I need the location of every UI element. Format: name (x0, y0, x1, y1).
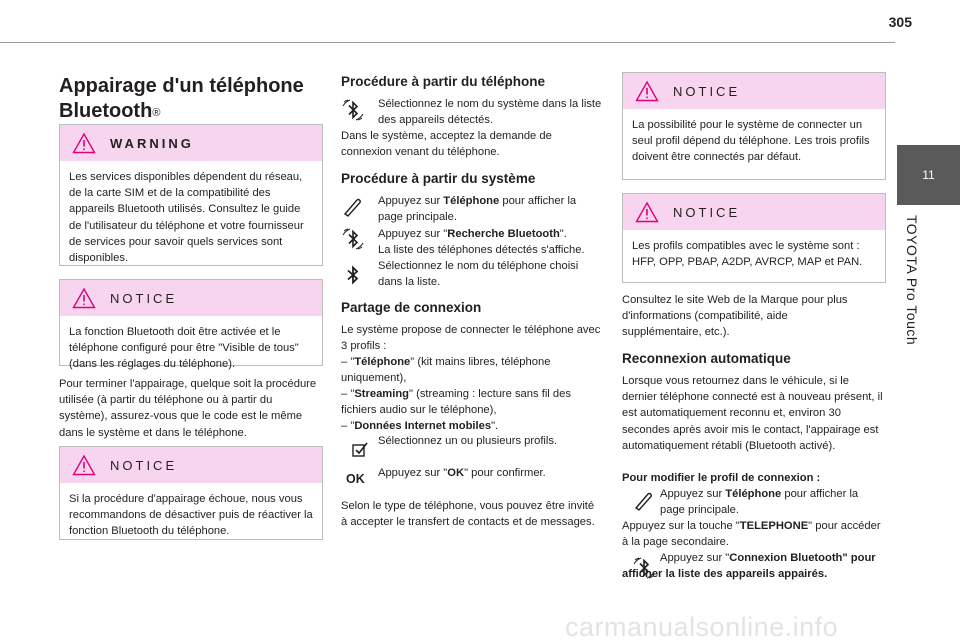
tap-icon (632, 488, 656, 512)
notice-header-1 (60, 280, 322, 316)
header-divider (0, 42, 895, 43)
warning-label: WARNING (110, 135, 194, 151)
heading-auto-reconnect: Reconnexion automatique (622, 351, 791, 366)
heading-connection-sharing: Partage de connexion (341, 300, 482, 315)
profile-3-text-c: ". (491, 420, 499, 432)
modify-step-2-text-c: " pour accéder à la page secondaire. (622, 520, 881, 549)
notice-triangle-icon (635, 80, 659, 102)
chapter-tab: 11 (897, 145, 960, 205)
phone-accept-text: Dans le système, acceptez la demande de connexion venant du téléphone. (341, 130, 552, 159)
profile-1-bold: Téléphone (354, 356, 411, 368)
notice-label-3: NOTICE (673, 83, 741, 99)
notice-text-4: Les profils compatibles avec le système sont : HFP, OPP, PBAP, A2DP, AVRCP, MAP et PAN. (632, 240, 863, 269)
share-intro: Le système propose de connecter le téléphone avec 3 profils : (341, 324, 601, 353)
modify-step-2-text-a: Appuyez sur la touche " (622, 520, 740, 532)
profile-telephone (341, 354, 603, 386)
profile-1-text-a: – " (341, 356, 355, 368)
page-number: 305 (888, 14, 912, 30)
profile-mobile-data (341, 418, 603, 434)
select-profiles-text: Sélectionnez un ou plusieurs profils. (378, 435, 558, 447)
bluetooth-icon (341, 227, 365, 251)
warning-header (60, 125, 322, 161)
notice-triangle-icon (635, 201, 659, 223)
profile-2-text-a: – " (341, 388, 355, 400)
website-paragraph: Consultez le site Web de la Marque pour plus d'informations (compatibilité, aide supplémentaire, etc.). (622, 294, 848, 339)
reconnect-paragraph: Lorsque vous retournez dans le véhicule, si le dernier téléphone connecté est à nouveau présent, il est automatiquement reconnu et, environ 30 secondes après avoir mis le contact, l'appairage est automatiquement rétabli (Bluetooth activé). (622, 375, 883, 452)
modify-step-1-text-c: pour afficher la page principale. (660, 488, 859, 517)
notice-triangle-icon (72, 454, 96, 476)
notice-header-4 (623, 194, 885, 230)
bluetooth-icon (341, 263, 365, 287)
page-title-line1: Appairage d'un téléphone (59, 75, 304, 97)
bluetooth-icon (341, 98, 365, 122)
notice-text-3: La possibilité pour le système de connecter un seul profil dépend du téléphone. Les trois profils doivent être connectés par défaut. (632, 119, 870, 164)
notice-box-2 (59, 446, 323, 540)
heading-system-procedure: Procédure à partir du système (341, 171, 536, 186)
profile-streaming (341, 386, 603, 418)
warning-text: Les services disponibles dépendent du réseau, de la carte SIM et de la compatibilité des appareils Bluetooth utilisés. Consultez le guide de l'utilisateur du téléphone et votre fournisseur de services pour savoir quels services sont disponibles. (69, 171, 304, 265)
system-step-1-text-a: Appuyez sur (378, 195, 444, 207)
notice-triangle-icon (72, 287, 96, 309)
system-step-1-bold: Téléphone (443, 195, 500, 207)
notice-label-1: NOTICE (110, 290, 178, 306)
heading-phone-procedure: Procédure à partir du téléphone (341, 74, 546, 89)
modify-profile-heading: Pour modifier le profil de connexion : (622, 472, 821, 484)
modify-step-3-text-a: Appuyez sur " (660, 552, 730, 564)
system-step-2 (378, 226, 606, 258)
footer-watermark: carmanualsonline.info (565, 612, 839, 642)
system-step-2-text-d: La liste des téléphones détectés s'affiche. (378, 244, 585, 257)
system-step-1-text-c: pour afficher la page principale. (378, 195, 577, 224)
notice-box-4 (622, 193, 886, 283)
notice-box-1 (59, 279, 323, 371)
notice-label-4: NOTICE (673, 204, 741, 220)
code-paragraph: Pour terminer l'appairage, quelque soit la procédure utilisée (à partir du téléphone ou à partir du système), assurez-vous que le code est le même dans le système et dans le téléphone. (59, 378, 317, 439)
modify-step-3 (622, 550, 886, 582)
checkbox-icon (351, 440, 369, 458)
closing-paragraph: Selon le type de téléphone, vous pouvez être invité à accepter le transfert de contacts et de messages. (341, 500, 595, 529)
system-step-3: Sélectionnez le nom du téléphone choisi dans la liste. (378, 260, 579, 289)
modify-step-1 (660, 486, 886, 518)
warning-triangle-icon (72, 132, 96, 154)
modify-step-2-bold: TELEPHONE (739, 520, 809, 532)
ok-step-bold: OK (447, 467, 465, 479)
profile-1-text-c: " (kit mains libres, téléphone uniquement), (341, 356, 551, 385)
system-step-2-text-c: ". (559, 228, 567, 240)
tap-icon (341, 194, 365, 218)
notice-text-2: Si la procédure d'appairage échoue, nous vous recommandons de désactiver puis de réactiver la fonction Bluetooth du téléphone. (69, 493, 313, 538)
chapter-title (904, 215, 926, 375)
modify-step-1-text-a: Appuyez sur (660, 488, 726, 500)
warning-box (59, 124, 323, 266)
notice-header-2 (60, 447, 322, 483)
modify-step-1-bold: Téléphone (725, 488, 782, 500)
system-step-1 (378, 193, 603, 225)
notice-header-3 (623, 73, 885, 109)
notice-box-3 (622, 72, 886, 180)
profile-3-text-a: – " (341, 420, 355, 432)
ok-step-text-c: " pour confirmer. (464, 467, 546, 479)
ok-icon: OK (346, 472, 365, 486)
page-title (59, 74, 323, 124)
notice-label-2: NOTICE (110, 457, 178, 473)
modify-step-2 (622, 518, 886, 550)
profile-3-bold: Données Internet mobiles (354, 420, 492, 432)
ok-step (378, 465, 603, 481)
phone-step-text: Sélectionnez le nom du système dans la liste des appareils détectés. (378, 98, 602, 127)
notice-text-1: La fonction Bluetooth doit être activée et le téléphone configuré pour être "Visible de tous" (dans les réglages du téléphone). (69, 326, 299, 371)
modify-step-3-bold: Connexion Bluetooth" pour afficher la liste des appareils appairés. (622, 552, 876, 581)
system-step-2-bold: Recherche Bluetooth (447, 228, 560, 240)
page-title-bluetooth: Bluetooth (59, 100, 153, 122)
chapter-title-text: TOYOTA Pro Touch (904, 215, 920, 346)
profile-2-bold: Streaming (354, 388, 410, 400)
page-title-line2 (59, 99, 323, 124)
system-step-2-text-a: Appuyez sur " (378, 228, 448, 240)
ok-step-text-a: Appuyez sur " (378, 467, 448, 479)
registered-mark: ® (152, 107, 161, 119)
profile-2-text-c: " (streaming : lecture sans fil des fichiers audio sur le téléphone), (341, 388, 571, 417)
